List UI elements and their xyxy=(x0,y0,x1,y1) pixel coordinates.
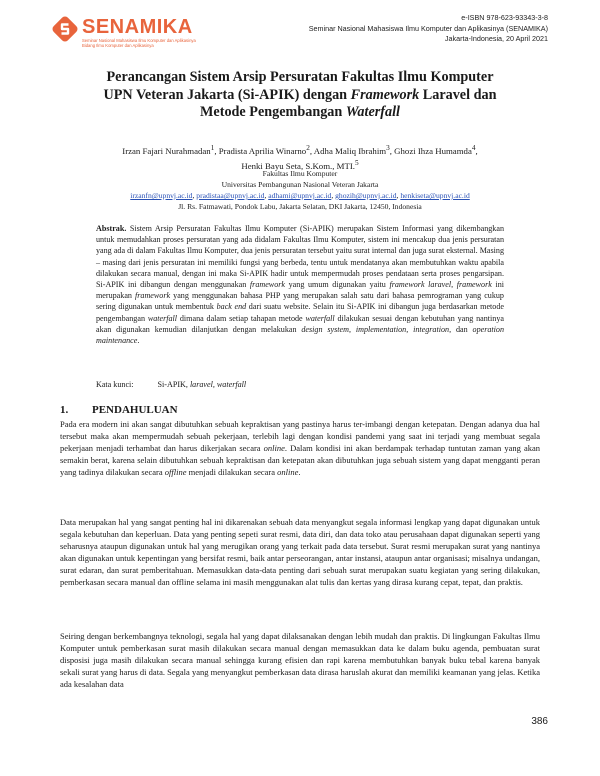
conference-header xyxy=(309,13,548,45)
faculty: Fakultas Ilmu Komputer xyxy=(262,169,338,178)
email-link[interactable]: adhami@upnvj.ac.id xyxy=(268,191,332,200)
logo-name: SENAMIKA xyxy=(82,16,193,38)
abstract-label: Abstrak. xyxy=(96,224,127,233)
section-heading: 1. PENDAHULUAN xyxy=(60,404,178,416)
conference-name: Seminar Nasional Mahasiswa Ilmu Komputer dan Aplikasinya (SENAMIKA) xyxy=(308,23,548,33)
keywords: Kata kunci: Si-APIK, laravel, waterfall xyxy=(96,380,247,389)
paper-title xyxy=(60,69,540,122)
abstract: Abstrak. Sistem Arsip Persuratan Fakultas Ilmu Komputer (Si-APIK) merupakan Sistem Informasi yang dikembangkan untuk memudahkan proses persuratan yang ada didalam Fakultas Ilmu Komputer, sistem ini mencakup dua jenis persuratan yang ada di dalam Fakultas Ilmu Komputer, dua jenis persuratan tersebut yaitu surat internal dan juga surat eksternal. Masing – masing dari jenis persuratan ini memiliki fungsi yang berbeda, tentu untuk mendatanya akan membutuhkan waktu apabila dilakukan secara manual, dengan ini maka Si-APIK hadir untuk mempermudah proses pendataan serta proses pengarsipan. Si-APIK ini dibangun dengan menggunakan framework yang umum digunakan yaitu framework laravel, framework ini merupakan framework yang menggunakan bahasa PHP yang merupakan salah satu dari bahasa pemrograman yang cukup sering digunakan untuk membentuk back end dari suatu website. Selain itu Si-APIK ini dibangun juga berdasarkan metode pengembangan waterfall dimana dalam setiap tahapan metode waterfall dilakukan sesuai dengan kebutuhan yang nantinya akan digunakan kemudian dilanjutkan dengan melakukan design system, implementation, integration, dan operation maintenance. xyxy=(96,224,505,346)
senamika-logo-icon xyxy=(52,16,78,42)
email-link[interactable]: ghozih@upnvj.ac.id xyxy=(335,191,397,200)
conference-logo xyxy=(52,16,196,48)
page-number: 386 xyxy=(531,716,548,727)
paragraph: Seiring dengan berkembangnya teknologi, segala hal yang dapat dilaksanakan dengan lebih mudah dan praktis. Di lingkungan Fakultas Ilmu Komputer untuk pemberkasan surat masih dilakukan secara manual dengan memasukkan data ke dalam buku agenda, pembuatan surat disposisi juga masih dilakukan secara manual sehingga kurang efisien dan rapi karena membutuhkan banyak buku tebal karena banyak sekali surat yang harus di data. Segala yang menyangkut pemberkasan data dirasa haruslah akurat dan memiliki keamanan yang jelas. Ketika ada kesalahan data xyxy=(60,631,540,690)
author-list: Irzan Fajari Nurahmadan$^1$, Pradista Aprilia Winarno$^2$, Adha Maliq Ibrahim$^3$, Ghozi Ihza Humamda$^4$, Henki Bayu Seta, S.Kom., MTI.$^5$ xyxy=(122,143,478,172)
university: Universitas Pembangunan Nasional Veteran Jakarta xyxy=(221,179,379,189)
author-emails: irzanfn@upnvj.ac.id, pradistaa@upnvj.ac.id, adhami@upnvj.ac.id, ghozih@upnvj.ac.id, henkiseta@upnvj.ac.id xyxy=(130,191,470,200)
address: Jl. Rs. Fatmawati, Pondok Labu, Jakarta Selatan, DKI Jakarta, 12450, Indonesia xyxy=(178,202,422,211)
conference-location-date: Jakarta-Indonesia, 20 April 2021 xyxy=(444,34,548,43)
title-line-1: Perancangan Sistem Arsip Persuratan Fakultas Ilmu Komputer xyxy=(106,69,494,85)
title-line-2: UPN Veteran Jakarta (Si-APIK) dengan Framework Laravel dan xyxy=(103,86,497,103)
affiliation xyxy=(60,169,540,190)
email-link[interactable]: henkiseta@upnvj.ac.id xyxy=(400,191,470,200)
logo-subtitle-2: Bidang Ilmu Komputer dan Aplikasinya xyxy=(82,43,154,48)
paragraph: Pada era modern ini akan sangat dibutuhkan sebuah kepraktisan yang pastinya harus ter-imbangi dengan ketepatan. Dengan adanya dua hal tersebut maka akan mempermudah sebuah pekerjaan, terlebih lagi dengan kondisi pandemi yang saat ini terjadi yang membuat segala pekerjaan menjadi terhambat dan harus dikerjakan secara online. Dalam kondisi ini akan berdampak terhadap tuntutan zaman yang akan semakin berat, karena selain dibutuhkan sebuah kepraktisan dan ketepatan akan dibutuhkan juga sebuah sistem yang dapat mengganti peran yang tadinya dilakukan secara offline menjadi dilakukan secara online. xyxy=(60,419,540,478)
paragraph: Data merupakan hal yang sangat penting hal ini dikarenakan sebuah data menyangkut segala informasi lengkap yang dapat digunakan untuk segala kebutuhan dan keperluan. Data yang penting sepeti surat resmi, data diri, dan data toko atau perusahaan dapat digunakan seperti yang seharusnya ataupun digunakan untuk hal yang merugikan orang yang terkait pada data tersebut. Surat resmi merupakan surat yang nantinya akan digunakan untuk kepentingan yang bersifat resmi, baik antar perseorangan, antar instansi, ataupun antar organisasi; misalnya undangan, surat edaran, dan surat pemberitahuan. Memasukkan data-data penting dari sebuah surat merupakan suatu kegiatan yang sering dilakukan, pemberkasan secara manual dan offline selama ini masih menggunakan alat tulis dan kertas yang dirasa kurang cepat, tepat, dan praktis. xyxy=(60,517,540,588)
email-link[interactable]: pradistaa@upnvj.ac.id xyxy=(196,191,265,200)
title-line-3: Metode Pengembangan Waterfall xyxy=(200,104,400,120)
keywords-label: Kata kunci: xyxy=(96,380,134,389)
isbn: e-ISBN 978-623-93343-3-8 xyxy=(461,13,548,22)
logo-subtitle-1: Seminar Nasional Mahasiswa Ilmu Komputer dan Aplikasinya xyxy=(82,38,196,43)
email-link[interactable]: irzanfn@upnvj.ac.id xyxy=(130,191,193,200)
